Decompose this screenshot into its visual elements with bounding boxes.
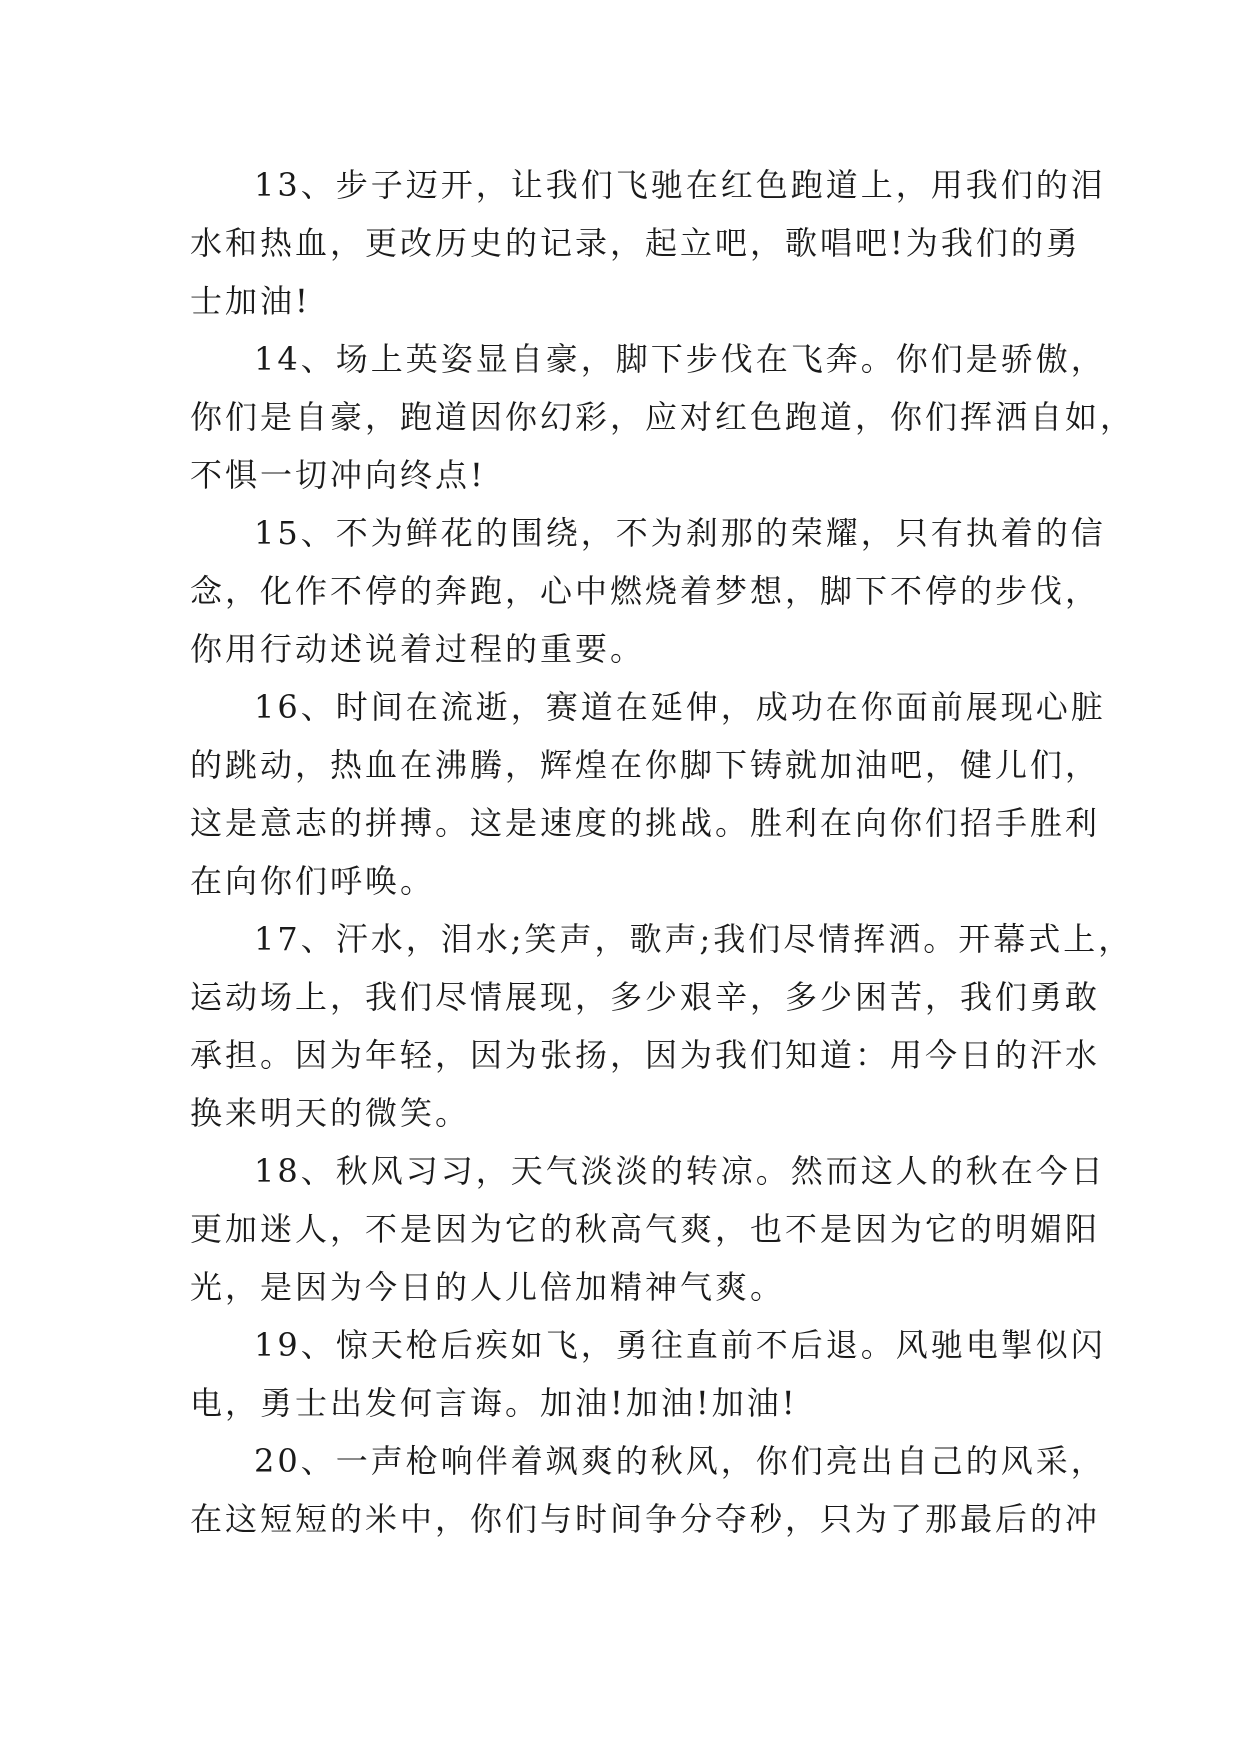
- text-line: 16、时间在流逝，赛道在延伸，成功在你面前展现心脏: [254, 688, 1106, 726]
- text-line: 13、步子迈开，让我们飞驰在红色跑道上，用我们的泪: [254, 166, 1106, 204]
- paragraph-14: [190, 330, 1136, 504]
- paragraph-18: [190, 1142, 1106, 1316]
- text-line: 在这短短的米中，你们与时间争分夺秒，只为了那最后的冲: [190, 1500, 1101, 1538]
- text-line: 不惧一切冲向终点!: [190, 456, 486, 494]
- text-line: 光，是因为今日的人儿倍加精神气爽。: [190, 1268, 786, 1306]
- text-line: 14、场上英姿显自豪，脚下步伐在飞奔。你们是骄傲，: [254, 340, 1106, 378]
- text-line: 承担。因为年轻，因为张扬，因为我们知道：用今日的汗水: [190, 1036, 1101, 1074]
- text-line: 19、惊天枪后疾如飞，勇往直前不后退。风驰电掣似闪: [254, 1326, 1106, 1364]
- text-line: 运动场上，我们尽情展现，多少艰辛，多少困苦，我们勇敢: [190, 978, 1101, 1016]
- text-line: 20、一声枪响伴着飒爽的秋风，你们亮出自己的风采，: [254, 1442, 1106, 1480]
- text-line: 的跳动，热血在沸腾，辉煌在你脚下铸就加油吧，健儿们，: [190, 746, 1101, 784]
- text-line: 你用行动述说着过程的重要。: [190, 630, 646, 668]
- text-line: 水和热血，更改历史的记录，起立吧，歌唱吧!为我们的勇: [190, 224, 1081, 262]
- paragraph-20: [190, 1432, 1106, 1548]
- text-line: 换来明天的微笑。: [190, 1094, 471, 1132]
- paragraph-16: [190, 678, 1106, 910]
- text-line: 17、汗水，泪水;笑声，歌声;我们尽情挥洒。开幕式上，: [254, 920, 1134, 958]
- text-line: 你们是自豪，跑道因你幻彩，应对红色跑道，你们挥洒自如，: [190, 398, 1136, 436]
- text-line: 念，化作不停的奔跑，心中燃烧着梦想，脚下不停的步伐，: [190, 572, 1101, 610]
- paragraph-19: [190, 1316, 1106, 1432]
- text-line: 在向你们呼唤。: [190, 862, 436, 900]
- paragraph-15: [190, 504, 1106, 678]
- text-line: 更加迷人，不是因为它的秋高气爽，也不是因为它的明媚阳: [190, 1210, 1101, 1248]
- paragraph-17: [190, 910, 1134, 1142]
- document-body: [190, 156, 1136, 1548]
- paragraph-13: [190, 156, 1106, 330]
- text-line: 18、秋风习习，天气淡淡的转凉。然而这人的秋在今日: [254, 1152, 1106, 1190]
- text-line: 15、不为鲜花的围绕，不为刹那的荣耀，只有执着的信: [254, 514, 1106, 552]
- text-line: 士加油!: [190, 282, 311, 320]
- text-line: 这是意志的拼搏。这是速度的挑战。胜利在向你们招手胜利: [190, 804, 1101, 842]
- text-line: 电，勇士出发何言诲。加油!加油!加油!: [190, 1384, 798, 1422]
